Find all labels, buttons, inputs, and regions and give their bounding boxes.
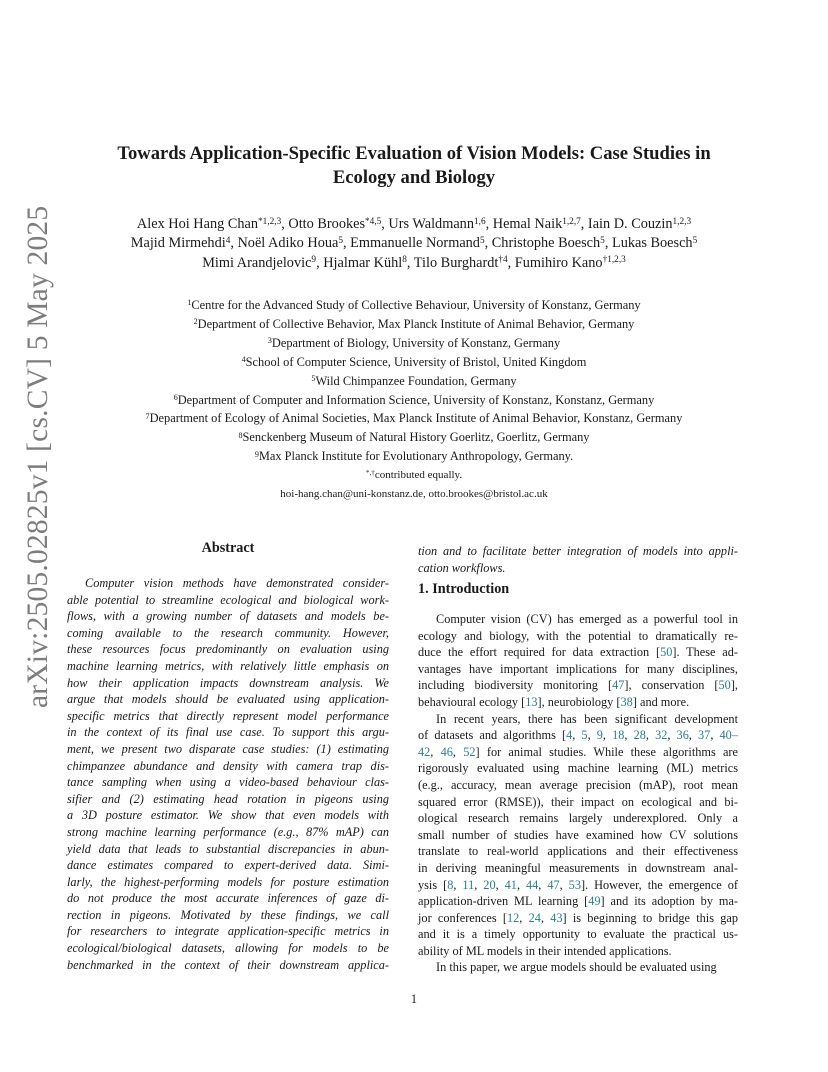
intro-line: rigorously evaluated using machine learning (ML) metrics — [418, 761, 738, 776]
abstract-line: cation workflows. — [418, 560, 506, 575]
author-name: , Lukas Boesch — [604, 235, 693, 252]
affiliation-number: 4 — [241, 355, 246, 365]
affiliation-text: Max Planck Institute for Evolutionary Anthropology, Germany. — [258, 449, 574, 464]
abstract-line: specific metrics that directly represent model performance — [67, 708, 389, 723]
citation-link[interactable]: 47 — [547, 877, 560, 892]
affiliation-item — [60, 315, 768, 334]
intro-line: duce the effort required for data extraction [50]. These ad- — [418, 645, 738, 660]
citation-link[interactable]: 47 — [612, 678, 625, 693]
affiliation-item — [60, 372, 768, 391]
intro-line: ysis [8, 11, 20, 41, 44, 47, 53]. However, the emergence of — [418, 877, 738, 892]
author-affil-sup: †4 — [498, 255, 508, 266]
author-name: , Noël Adiko Houa — [230, 235, 339, 252]
author-line-2 — [60, 234, 768, 253]
intro-line: application-driven ML learning [49] and its adoption by ma- — [418, 894, 738, 909]
author-name: , Otto Brookes — [281, 216, 366, 232]
citation-link[interactable]: 41 — [504, 877, 517, 892]
citation-link[interactable]: 50 — [718, 678, 731, 693]
abstract-line: dance estimates compared to expert-derived data. Simi- — [67, 858, 389, 873]
affiliation-text: Centre for the Advanced Study of Collective Behaviour, University of Konstanz, Germany — [191, 298, 641, 312]
title-line-2: Ecology and Biology — [332, 167, 496, 188]
author-name: , Emmanuelle Normand — [342, 235, 480, 252]
author-affil-sup: 9 — [311, 255, 317, 266]
abstract-heading: Abstract — [201, 540, 255, 556]
citation-link[interactable]: 28 — [633, 728, 646, 743]
abstract-line: yield data that leads to substantial discrepancies in abun- — [67, 841, 389, 856]
intro-line: small number of studies have examined how CV solutions — [418, 827, 738, 842]
citation-link[interactable]: 18 — [612, 728, 625, 743]
title-line-1: Towards Application-Specific Evaluation of Vision Models: Case Studies in — [117, 143, 711, 164]
intro-line: In this paper, we argue models should be evaluated using — [436, 960, 717, 975]
affiliation-number: 2 — [193, 317, 198, 327]
abstract-line: how their application impacts downstream analysis. We — [67, 675, 389, 690]
citation-link[interactable]: 12 — [506, 910, 520, 925]
author-name: , Urs Waldmann — [381, 216, 474, 232]
abstract-line: chimpanzee abundance and density with camera trap dis- — [67, 758, 389, 773]
citation-link[interactable]: 5 — [581, 728, 588, 743]
intro-line: behavioural ecology [13], neurobiology [38] and more. — [418, 694, 690, 709]
affiliation-number: 5 — [311, 374, 316, 383]
citation-link[interactable]: 38 — [620, 694, 633, 709]
citation-link[interactable]: 50 — [660, 645, 673, 660]
abstract-line: larly, the highest-performing models for posture estimation — [67, 874, 389, 889]
intro-line: including biodiversity monitoring [47], conservation [50], — [418, 678, 738, 693]
citation-link[interactable]: 49 — [588, 894, 601, 909]
abstract-line: flows, with a growing number of datasets and models be- — [67, 609, 389, 624]
equal-contribution-note — [60, 466, 768, 485]
author-affil-sup: 1,6 — [473, 216, 486, 227]
affiliation-item — [60, 428, 768, 447]
contribution-text: contributed equally. — [374, 469, 463, 482]
intro-line: of datasets and algorithms [4, 5, 9, 18, 28, 32, 36, 37, 40– — [418, 728, 738, 743]
citation-link[interactable]: 40– — [719, 728, 738, 743]
citation-link[interactable]: 24 — [528, 910, 541, 925]
citation-link[interactable]: 11 — [462, 877, 475, 892]
intro-line: translate to real-world applications and their effectiveness — [418, 844, 738, 859]
author-affil-sup: 1,2,3 — [672, 216, 692, 227]
page-number: 1 — [410, 992, 418, 1006]
paper-title — [60, 142, 768, 190]
author-affil-sup: 1,2,7 — [562, 216, 581, 227]
contact-emails: hoi-hang.chan@uni-konstanz.de, otto.brookes@bristol.ac.uk — [280, 488, 548, 501]
abstract-line: a 3D posture estimator. We show that even models with — [67, 808, 389, 823]
abstract-line: ment, we present two disparate case studies: (1) estimating — [67, 741, 389, 756]
author-affil-sup: †1,2,3 — [602, 255, 626, 266]
citation-link[interactable]: 32 — [655, 728, 668, 743]
citation-link[interactable]: 53 — [568, 877, 581, 892]
intro-line: ecology and biology, with the potential to dramatically re- — [418, 628, 738, 643]
abstract-line: argue that models should be evaluated using application- — [67, 692, 389, 707]
citation-link[interactable]: 44 — [525, 877, 539, 892]
abstract-body — [67, 575, 389, 973]
citation-link[interactable]: 36 — [676, 728, 689, 743]
author-name: Alex Hoi Hang Chan — [136, 216, 259, 232]
affiliation-number: 7 — [145, 411, 150, 421]
introduction-body — [418, 611, 738, 976]
affiliation-text: Department of Computer and Information Science, University of Konstanz, Konstanz, Germany — [177, 392, 655, 407]
introduction-heading: 1. Introduction — [418, 581, 510, 597]
author-name: , Tilo Burghardt — [406, 254, 499, 271]
author-name: , Christophe Boesch — [484, 235, 601, 252]
intro-line: squared error (RMSE)), their impact on ecological and bi- — [418, 794, 738, 809]
affiliation-item — [60, 447, 768, 466]
abstract-continuation — [418, 543, 738, 576]
citation-link[interactable]: 4 — [566, 728, 573, 743]
intro-line: jor conferences [12, 24, 43] is beginning to bridge this gap — [418, 910, 738, 925]
author-affil-sup: 5 — [692, 236, 698, 247]
affiliation-text: Department of Biology, University of Konstanz, Germany — [271, 335, 561, 350]
author-line-3 — [60, 254, 768, 273]
affiliation-number: 6 — [173, 392, 178, 402]
affiliation-text: School of Computer Science, University of Bristol, United Kingdom — [245, 354, 587, 369]
affiliation-number: 1 — [187, 298, 192, 308]
abstract-line: ecological/biological datasets, allowing for models to be — [67, 941, 389, 956]
author-name: , Hemal Naik — [485, 216, 563, 232]
citation-link[interactable]: 42 — [418, 744, 431, 759]
intro-line: vantages have important implications for many disciplines, — [418, 661, 738, 676]
abstract-line: Computer vision methods have demonstrated consider- — [85, 576, 389, 590]
intro-line: and it is a timely opportunity to evaluate the practical us- — [418, 927, 738, 942]
intro-line: In recent years, there has been significant development — [436, 711, 738, 726]
author-line-1 — [60, 215, 768, 234]
abstract-line: for researchers to integrate application-specific metrics in — [67, 924, 389, 939]
intro-line: ological research remains largely underexplored. Only a — [418, 811, 738, 826]
affiliation-item — [60, 334, 768, 353]
author-affil-sup: 5 — [338, 236, 343, 247]
citation-link[interactable]: 52 — [463, 744, 476, 759]
author-name: , Hjalmar Kühl — [316, 254, 403, 271]
affiliation-item — [60, 296, 768, 315]
abstract-line: coming available to the research community. However, — [67, 625, 389, 640]
abstract-line: in the context of its final use case. To support this argu- — [67, 725, 389, 740]
abstract-line: sifier and (2) estimating head rotation in pigeons using — [67, 791, 389, 806]
affiliation-list — [60, 296, 768, 504]
abstract-line: machine learning metrics, with relatively little emphasis on — [67, 658, 389, 673]
citation-link[interactable]: 8 — [447, 877, 454, 892]
citation-link[interactable]: 37 — [698, 728, 711, 743]
abstract-line: benchmarked in the context of their downstream applica- — [67, 957, 389, 972]
affiliation-number: 3 — [267, 336, 272, 346]
citation-link[interactable]: 20 — [483, 877, 496, 892]
contribution-symbols: *,† — [365, 468, 375, 477]
affiliation-item — [60, 391, 768, 410]
author-affil-sup: 5 — [479, 236, 485, 247]
abstract-line: rection in pigeons. Motivated by these findings, we call — [67, 907, 389, 922]
author-name: Majid Mirmehdi — [130, 235, 226, 252]
abstract-line: these resources focus predominantly on evaluation using — [67, 642, 389, 657]
affiliation-item — [60, 353, 768, 372]
citation-link[interactable]: 46 — [440, 744, 453, 759]
author-affil-sup: 4 — [225, 236, 231, 247]
arxiv-side-stamp: arXiv:2505.02825v1 [cs.CV] 5 May 2025 — [22, 205, 54, 708]
affiliation-text: Wild Chimpanzee Foundation, Germany — [315, 373, 517, 388]
author-name: , Iain D. Couzin — [580, 216, 673, 232]
citation-link[interactable]: 13 — [525, 694, 538, 709]
affiliation-text: Department of Ecology of Animal Societies, Max Planck Institute of Animal Behavior, Konstanz, Germany — [149, 411, 683, 426]
affiliation-text: Department of Collective Behavior, Max Planck Institute of Animal Behavior, Germany — [197, 316, 635, 331]
affiliation-number: 8 — [238, 430, 243, 440]
affiliation-number: 9 — [254, 449, 259, 459]
affiliation-item — [60, 409, 768, 428]
abstract-line: do not produce the most accurate inferences of gaze di- — [67, 891, 389, 906]
intro-line: in deriving meaningful measurements in downstream anal- — [418, 860, 738, 875]
author-affil-sup: *1,2,3 — [258, 216, 282, 227]
abstract-line: able potential to streamline ecological and biological work- — [67, 592, 389, 607]
author-name: Mimi Arandjelovic — [202, 254, 312, 271]
abstract-line: tion and to facilitate better integration of models into appli- — [418, 544, 738, 558]
intro-line: Computer vision (CV) has emerged as a powerful tool in — [436, 612, 738, 626]
citation-link[interactable]: 43 — [550, 910, 563, 925]
affiliation-text: Senckenberg Museum of Natural History Goerlitz, Goerlitz, Germany — [242, 430, 590, 445]
abstract-line: strong machine learning performance (e.g., 87% mAP) can — [67, 824, 389, 839]
author-list — [60, 215, 768, 273]
intro-line: 42, 46, 52] for animal studies. While these algorithms are — [418, 744, 738, 759]
intro-line: (e.g., accuracy, mean average precision (mAP), root mean — [418, 777, 738, 792]
author-affil-sup: 5 — [600, 236, 605, 247]
author-affil-sup: 8 — [402, 255, 407, 266]
author-affil-sup: *4,5 — [365, 216, 382, 227]
abstract-line: tance sampling when using a video-based behaviour clas- — [67, 775, 389, 790]
author-name: , Fumihiro Kano — [507, 254, 603, 271]
citation-link[interactable]: 9 — [596, 728, 603, 743]
intro-line: ability of ML models in their intended applications. — [418, 943, 672, 958]
